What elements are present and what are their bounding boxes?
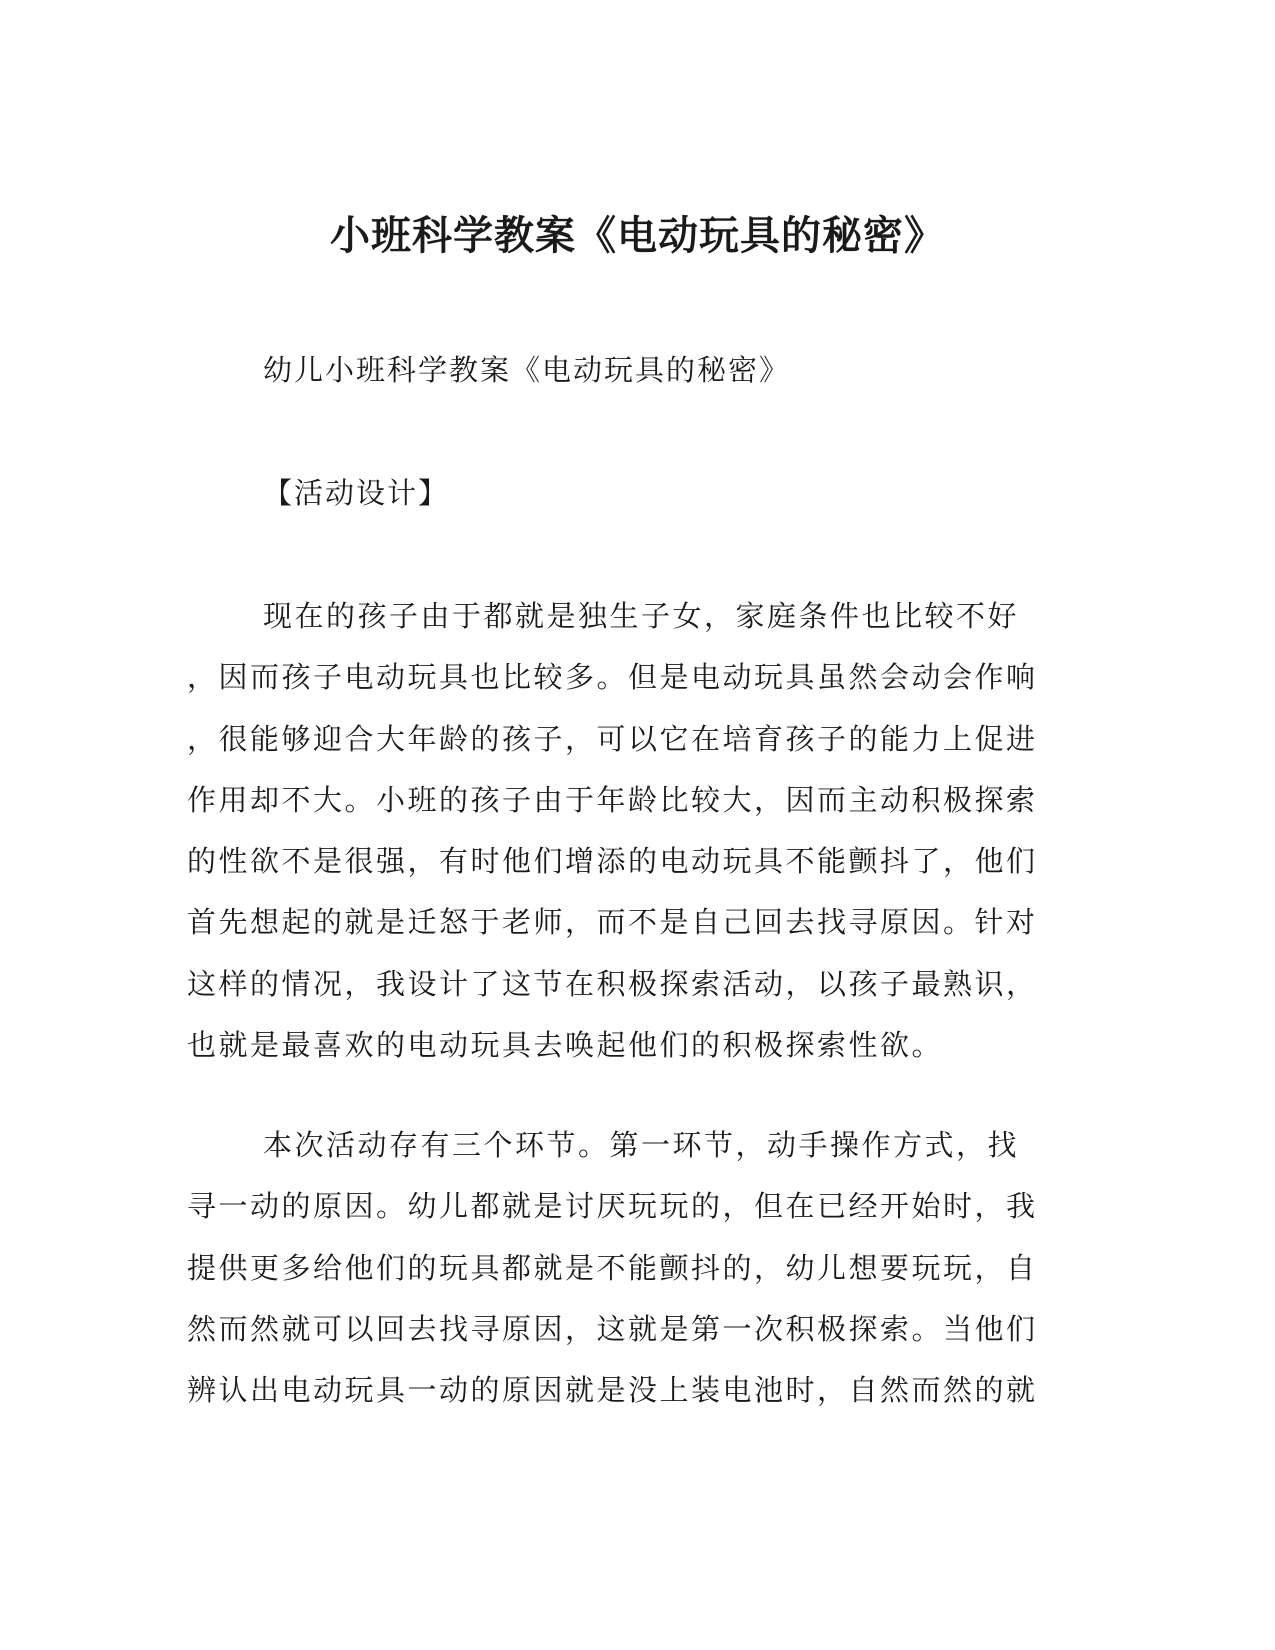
paragraph-line: 这样的情况，我设计了这节在积极探索活动，以孩子最熟识， <box>187 966 1038 1001</box>
paragraph-line: ，很能够迎合大年龄的孩子，可以它在培育孩子的能力上促进 <box>187 721 1038 756</box>
paragraph-activity-steps <box>187 1125 1087 1431</box>
paragraph-line: 现在的孩子由于都就是独生子女，家庭条件也比较不好 <box>263 599 1020 633</box>
paragraph-line: 作用却不大。小班的孩子由于年龄比较大，因而主动积极探索 <box>187 782 1038 817</box>
paragraph-line: 首先想起的就是迁怒于老师，而不是自己回去找寻原因。针对 <box>187 905 1038 940</box>
paragraph-activity-design <box>187 596 1087 1086</box>
paragraph-line: ，因而孩子电动玩具也比较多。但是电动玩具虽然会动会作响 <box>187 660 1038 695</box>
paragraph-line: 辨认出电动玩具一动的原因就是没上装电池时，自然而然的就 <box>187 1373 1038 1408</box>
paragraph-line: 提供更多给他们的玩具都就是不能颤抖的，幼儿想要玩玩，自 <box>187 1250 1038 1285</box>
page-title: 小班科学教案《电动玩具的秘密》 <box>330 212 945 259</box>
paragraph-line: 本次活动存有三个环节。第一环节，动手操作方式，找 <box>263 1128 1020 1162</box>
document-subtitle: 幼儿小班科学教案《电动玩具的秘密》 <box>263 353 791 387</box>
paragraph-line: 也就是最喜欢的电动玩具去唤起他们的积极探索性欲。 <box>187 1028 944 1063</box>
paragraph-line: 寻一动的原因。幼儿都就是讨厌玩玩的，但在已经开始时，我 <box>187 1189 1038 1224</box>
paragraph-line: 的性欲不是很强，有时他们增添的电动玩具不能颤抖了，他们 <box>187 844 1038 879</box>
paragraph-line: 然而然就可以回去找寻原因，这就是第一次积极探索。当他们 <box>187 1311 1038 1346</box>
section-heading: 【活动设计】 <box>263 476 450 510</box>
